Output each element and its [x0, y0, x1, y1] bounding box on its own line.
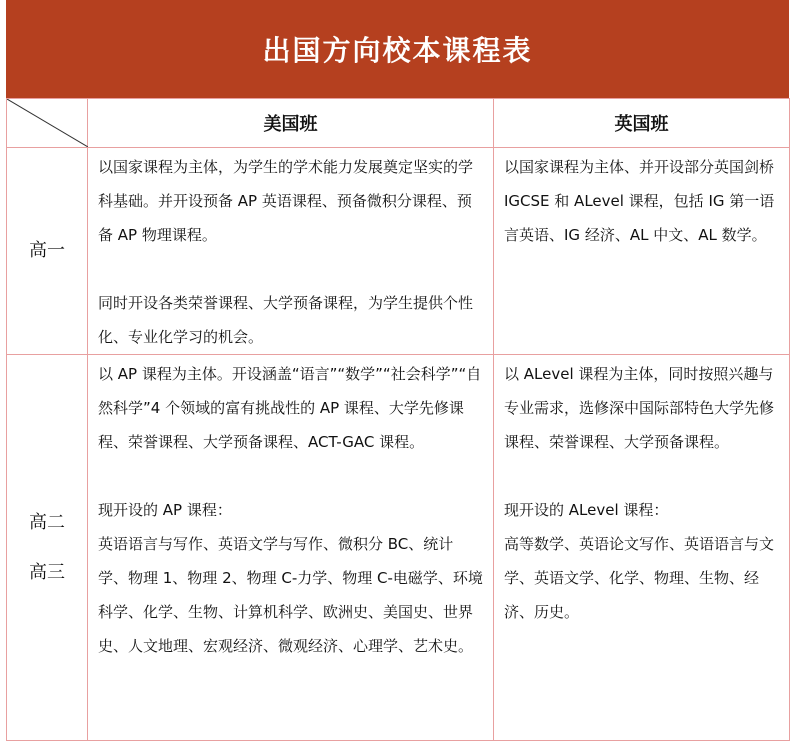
header-uk-class: 英国班 — [494, 99, 790, 148]
uk-paragraph: 现开设的 ALevel 课程： — [504, 501, 669, 519]
diagonal-line — [7, 99, 88, 147]
header-us-class: 美国班 — [88, 99, 494, 148]
us-paragraph: 以国家课程为主体，为学生的学术能力发展奠定坚实的学科基础。并开设预备 AP 英语课程、预备微积分课程、预备 AP 物理课程。 — [98, 158, 474, 244]
grade-label: 高一 — [29, 240, 65, 261]
grade-cell — [7, 355, 88, 741]
grade-cell — [7, 148, 88, 355]
us-paragraph: 以 AP 课程为主体。开设涵盖“语言”“数学”“社会科学”“自然科学”4 个领域的富有挑战性的 AP 课程、大学先修课程、荣誉课程、大学预备课程、ACT-GAC 课程。 — [98, 365, 482, 451]
us-course-cell — [88, 355, 494, 741]
grade-label: 高三 — [29, 561, 65, 583]
header-row — [7, 99, 790, 148]
table-row-grade-10 — [7, 148, 790, 355]
diagonal-corner-cell — [7, 99, 88, 148]
grade-label: 高二 — [29, 511, 65, 533]
us-paragraph: 英语语言与写作、英语文学与写作、微积分 BC、统计学、物理 1、物理 2、物理 C-力学、物理 C-电磁学、环境科学、化学、生物、计算机科学、欧洲史、美国史、世界史、人文地理、宏观经济、微观经济、心理学、艺术史。 — [98, 535, 483, 655]
us-course-cell — [88, 148, 494, 355]
uk-course-cell — [494, 355, 790, 741]
uk-course-cell — [494, 148, 790, 355]
page-title: 出国方向校本课程表 — [262, 34, 533, 67]
table-row-grade-11-12 — [7, 355, 790, 741]
us-paragraph: 现开设的 AP 课程： — [98, 501, 232, 519]
us-paragraph: 同时开设各类荣誉课程、大学预备课程，为学生提供个性化、专业化学习的机会。 — [98, 294, 474, 346]
title-banner — [6, 0, 789, 98]
uk-paragraph: 高等数学、英语论文写作、英语语言与文学、英语文学、化学、物理、生物、经济、历史。 — [504, 535, 775, 621]
uk-paragraph: 以国家课程为主体、并开设部分英国剑桥 IGCSE 和 ALevel 课程，包括 IG 第一语言英语、IG 经济、AL 中文、AL 数学。 — [504, 158, 775, 244]
uk-paragraph: 以 ALevel 课程为主体，同时按照兴趣与专业需求，选修深中国际部特色大学先修课程、荣誉课程、大学预备课程。 — [504, 365, 775, 451]
course-table — [6, 98, 790, 741]
